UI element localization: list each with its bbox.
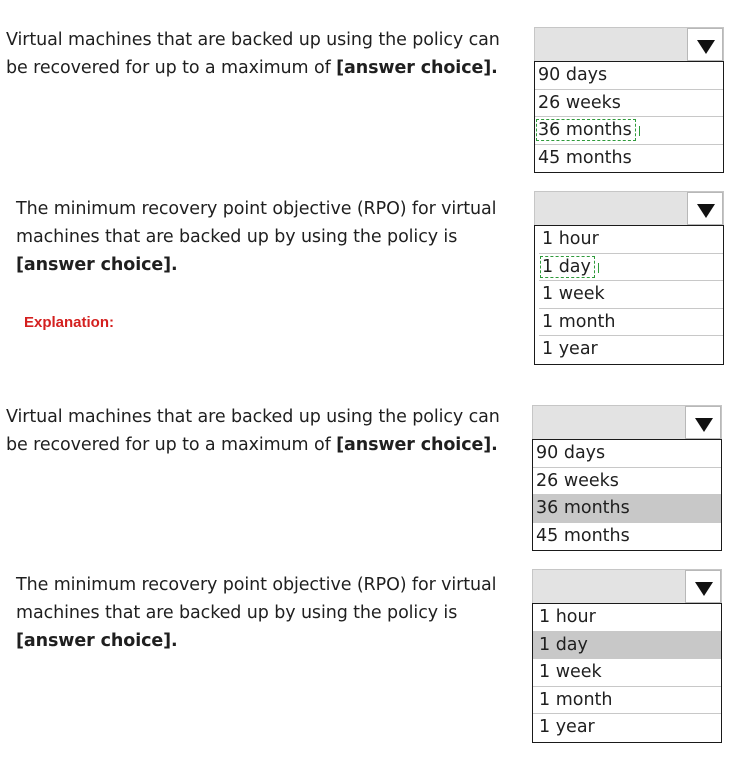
dropdown-option[interactable]: 1 month [539, 309, 723, 337]
caret-down-icon [695, 418, 713, 432]
prompt-line-2-text: be recovered for up to a maximum of [6, 58, 331, 78]
dropdown-option[interactable]: 1 year [539, 717, 595, 737]
dropdown-toggle-button[interactable] [685, 570, 721, 603]
dropdown-option-list [534, 225, 724, 365]
dropdown-option[interactable]: 26 weeks [535, 90, 723, 118]
dropdown-option-list [534, 61, 724, 173]
prompt-line-1: Virtual machines that are backed up using the policy can [6, 407, 500, 427]
dropdown-option[interactable]: 1 hour [533, 604, 721, 632]
dropdown-option[interactable]: 1 year [542, 339, 598, 359]
caret-down-icon [695, 582, 713, 596]
cursor-mark [598, 263, 599, 273]
question-1-dropdown[interactable] [534, 27, 724, 173]
caret-down-icon [697, 40, 715, 54]
dropdown-header[interactable] [534, 191, 724, 225]
question-1-prompt [6, 26, 500, 82]
dropdown-option[interactable]: 45 months [536, 525, 630, 546]
question-4-prompt [16, 571, 496, 655]
dropdown-option-list [532, 603, 722, 743]
dropdown-option-selected[interactable]: 1 day [533, 632, 721, 660]
dropdown-toggle-button[interactable] [685, 406, 721, 439]
caret-down-icon [697, 204, 715, 218]
prompt-line-1: The minimum recovery point objective (RPO) for virtual [16, 199, 497, 219]
prompt-line-2 [6, 54, 500, 82]
dropdown-option-selected[interactable]: 36 months [533, 495, 721, 523]
dropdown-option[interactable]: 1 week [539, 281, 723, 309]
prompt-line-2: machines that are backed up by using the policy is [16, 227, 458, 247]
dropdown-option[interactable]: 1 week [533, 659, 721, 687]
dropdown-option-correct[interactable] [539, 254, 723, 282]
dropdown-option[interactable]: 1 hour [539, 226, 723, 254]
dropdown-option-list [532, 439, 722, 551]
dropdown-option[interactable]: 26 weeks [533, 468, 721, 496]
prompt-line-2 [6, 431, 500, 459]
question-3-prompt [6, 403, 500, 459]
dropdown-toggle-button[interactable] [687, 28, 723, 61]
question-3-dropdown[interactable] [532, 405, 722, 551]
dropdown-option-correct[interactable] [535, 117, 723, 145]
prompt-line-2: machines that are backed up by using the policy is [16, 603, 458, 623]
dropdown-option[interactable]: 1 month [533, 687, 721, 715]
question-2-dropdown[interactable] [534, 191, 724, 365]
dropdown-option[interactable]: 90 days [535, 62, 723, 90]
answer-choice-placeholder: [answer choice]. [336, 435, 498, 455]
dropdown-header[interactable] [532, 569, 722, 603]
prompt-line-1: The minimum recovery point objective (RPO) for virtual [16, 575, 497, 595]
question-2-prompt [16, 195, 496, 279]
prompt-line-2-text: be recovered for up to a maximum of [6, 435, 331, 455]
question-4-dropdown[interactable] [532, 569, 722, 743]
dropdown-toggle-button[interactable] [687, 192, 723, 225]
dropdown-header[interactable] [534, 27, 724, 61]
prompt-line-1: Virtual machines that are backed up using the policy can [6, 30, 500, 50]
explanation-label: Explanation: [24, 314, 115, 331]
dropdown-option[interactable]: 45 months [538, 147, 632, 168]
dropdown-header[interactable] [532, 405, 722, 439]
answer-choice-placeholder: [answer choice]. [16, 255, 178, 275]
correct-answer-highlight: 1 day [540, 256, 595, 278]
correct-answer-highlight: 36 months [536, 119, 636, 141]
cursor-mark [639, 126, 640, 136]
answer-choice-placeholder: [answer choice]. [336, 58, 498, 78]
dropdown-option[interactable]: 90 days [533, 440, 721, 468]
answer-choice-placeholder: [answer choice]. [16, 631, 178, 651]
